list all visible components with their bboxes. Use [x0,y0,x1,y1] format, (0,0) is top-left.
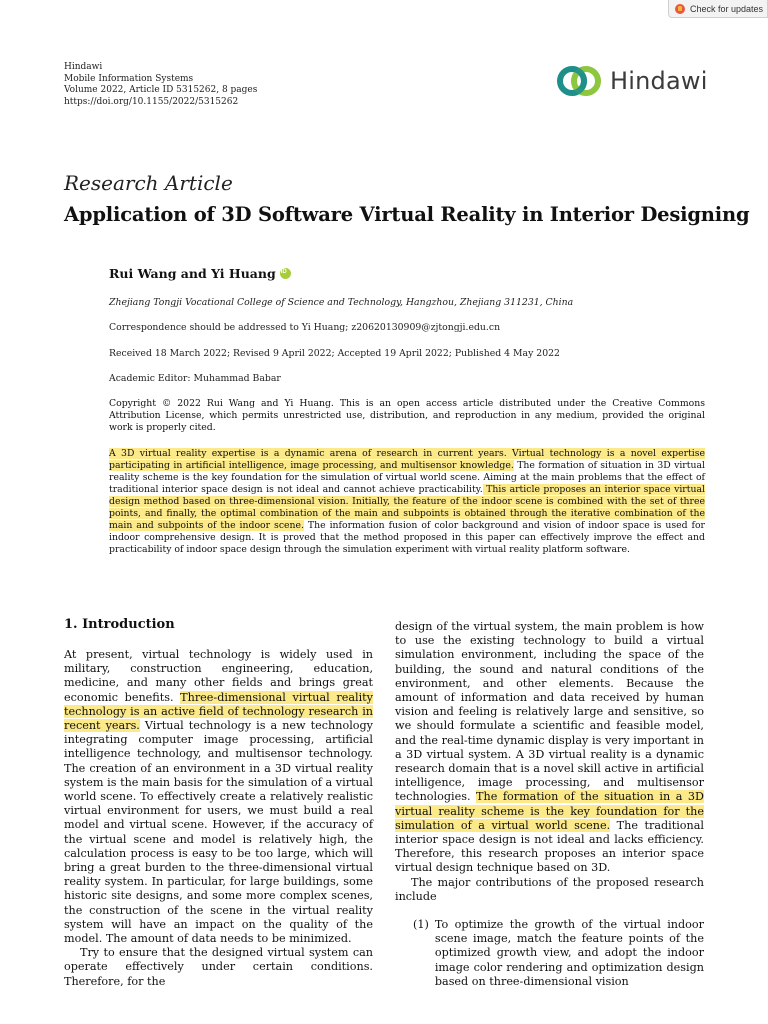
intro-paragraph-2-continued [395,620,704,876]
correspondence: Correspondence should be addressed to Yi Huang; z20620130909@zjtongji.edu.cn [109,322,501,333]
journal-header [64,62,257,108]
doi-link[interactable]: https://doi.org/10.1155/2022/5315262 [64,96,239,107]
intro-text: design of the virtual system, the main problem is how to use the existing technology to build a virtual simulation environment, including the space of the building, the sound and natural conditions of the environment, and other elements. Because the amount of information and data received by human vision and feeling is relatively large and sensitive, so we should formulate a scientific and feasible model, and the real-time dynamic display is very important in a 3D virtual system. A 3D virtual reality is a dynamic research domain that is a novel skill active in artificial intelligence, image processing, and multisensor technologies. [395,620,704,804]
article-type: Research Article [64,171,233,195]
abstract-text-2: The formation of situation in 3D virtual reality scheme is the key foundation for the simulation of virtual world scene. Aiming at the main problems that the effect of traditional interior space design is not ideal and cannot achieve practicability. [109,460,705,495]
hindawi-wordmark: Hindawi [610,67,708,95]
check-for-updates-button[interactable] [668,0,768,18]
authors [109,266,291,281]
journal-name: Mobile Information Systems [64,73,194,84]
author-names: Rui Wang and Yi Huang [109,266,276,281]
intro-highlight-1: Three-dimensional virtual reality technology is an active field of technology research in recent years. [64,690,373,733]
intro-paragraph-3: The major contributions of the proposed research include [395,875,704,903]
check-for-updates-label: Check for updates [690,3,764,14]
intro-text: At present, virtual technology is widely used in military, construction engineering, education, medicine, and many other fields and brings great economic benefits. [64,648,373,704]
orcid-icon[interactable] [280,268,291,279]
volume-info: Volume 2022, Article ID 5315262, 8 pages [64,85,258,95]
intro-text: Virtual technology is a new technology integrating computer image processing, artificial intelligence technology, and multisensor technology. The creation of an environment in a 3D virtual reality system is the main basis for the simulation of a virtual world scene. To effectively create a relatively realistic virtual environment for users, we must build a real model and virtual scene. However, if the accuracy of the virtual scene and model is relatively high, the calculation process is easy to be too large, which will bring a great burden to the three-dimensional virtual reality system. In particular, for large buildings, some historic site designs, and some more complex scenes, the construction of the scene in the virtual reality system will have an impact on the quality of the model. The amount of data needs to be minimized. [64,719,373,946]
contribution-item [395,918,704,989]
right-column [395,620,704,989]
publisher-name: Hindawi [64,62,103,72]
abstract-highlight-2: This article proposes an interior space virtual design method based on three-dimensional vision. Initially, the feature of the indoor scene is combined with the set of three points, and finally, the optimal combination of the main and subpoints is obtained through the iterative combination of the main and subpoints of the indoor scene. [109,484,705,531]
intro-text: The traditional interior space design is not ideal and lacks efficiency. Therefore, this research proposes an interior space virtual design technique based on 3D. [395,818,705,875]
contribution-number: (1) [413,918,429,932]
article-title: Application of 3D Software Virtual Reality in Interior Designing [64,203,750,226]
affiliation: Zhejiang Tongji Vocational College of Science and Technology, Hangzhou, Zhejiang 311231, China [109,297,574,308]
hindawi-rings-icon [556,64,602,98]
hindawi-logo [556,62,708,100]
abstract-highlight-1: A 3D virtual reality expertise is a dynamic arena of research in current years. Virtual technology is a novel expertise participating in artificial intelligence, image processing, and multisensor knowledge. [109,448,705,471]
crossmark-icon [675,4,685,14]
academic-editor: Academic Editor: Muhammad Babar [109,373,281,384]
publication-dates: Received 18 March 2022; Revised 9 April 2022; Accepted 19 April 2022; Published 4 May 2022 [109,348,560,359]
abstract-text-4: The information fusion of color background and vision of indoor space is used for indoor comprehensive design. It is proved that the method proposed in this paper can effectively improve the effect and practicability of indoor space design through the simulation experiment with virtual reality platform software. [109,520,705,555]
copyright-notice: Copyright © 2022 Rui Wang and Yi Huang. This is an open access article distributed under the Creative Commons Attribution License, which permits unrestricted use, distribution, and reproduction in any medium, provided the original work is properly cited. [109,398,705,433]
left-column [64,648,373,989]
intro-paragraph-2-start: Try to ensure that the designed virtual system can operate effectively under certain conditions. Therefore, for the [64,946,373,988]
contribution-text: To optimize the growth of the virtual indoor scene image, match the feature points of the optimized growth view, and adopt the indoor image color rendering and optimization design based on three-dimensional vision [434,918,704,988]
intro-highlight-2: The formation of the situation in a 3D virtual reality scheme is the key foundation for the simulation of a virtual world scene. [395,790,704,832]
contributions-list [395,918,704,989]
intro-paragraph-1 [64,648,373,946]
section-heading-introduction: 1. Introduction [64,617,175,632]
abstract [109,448,705,556]
